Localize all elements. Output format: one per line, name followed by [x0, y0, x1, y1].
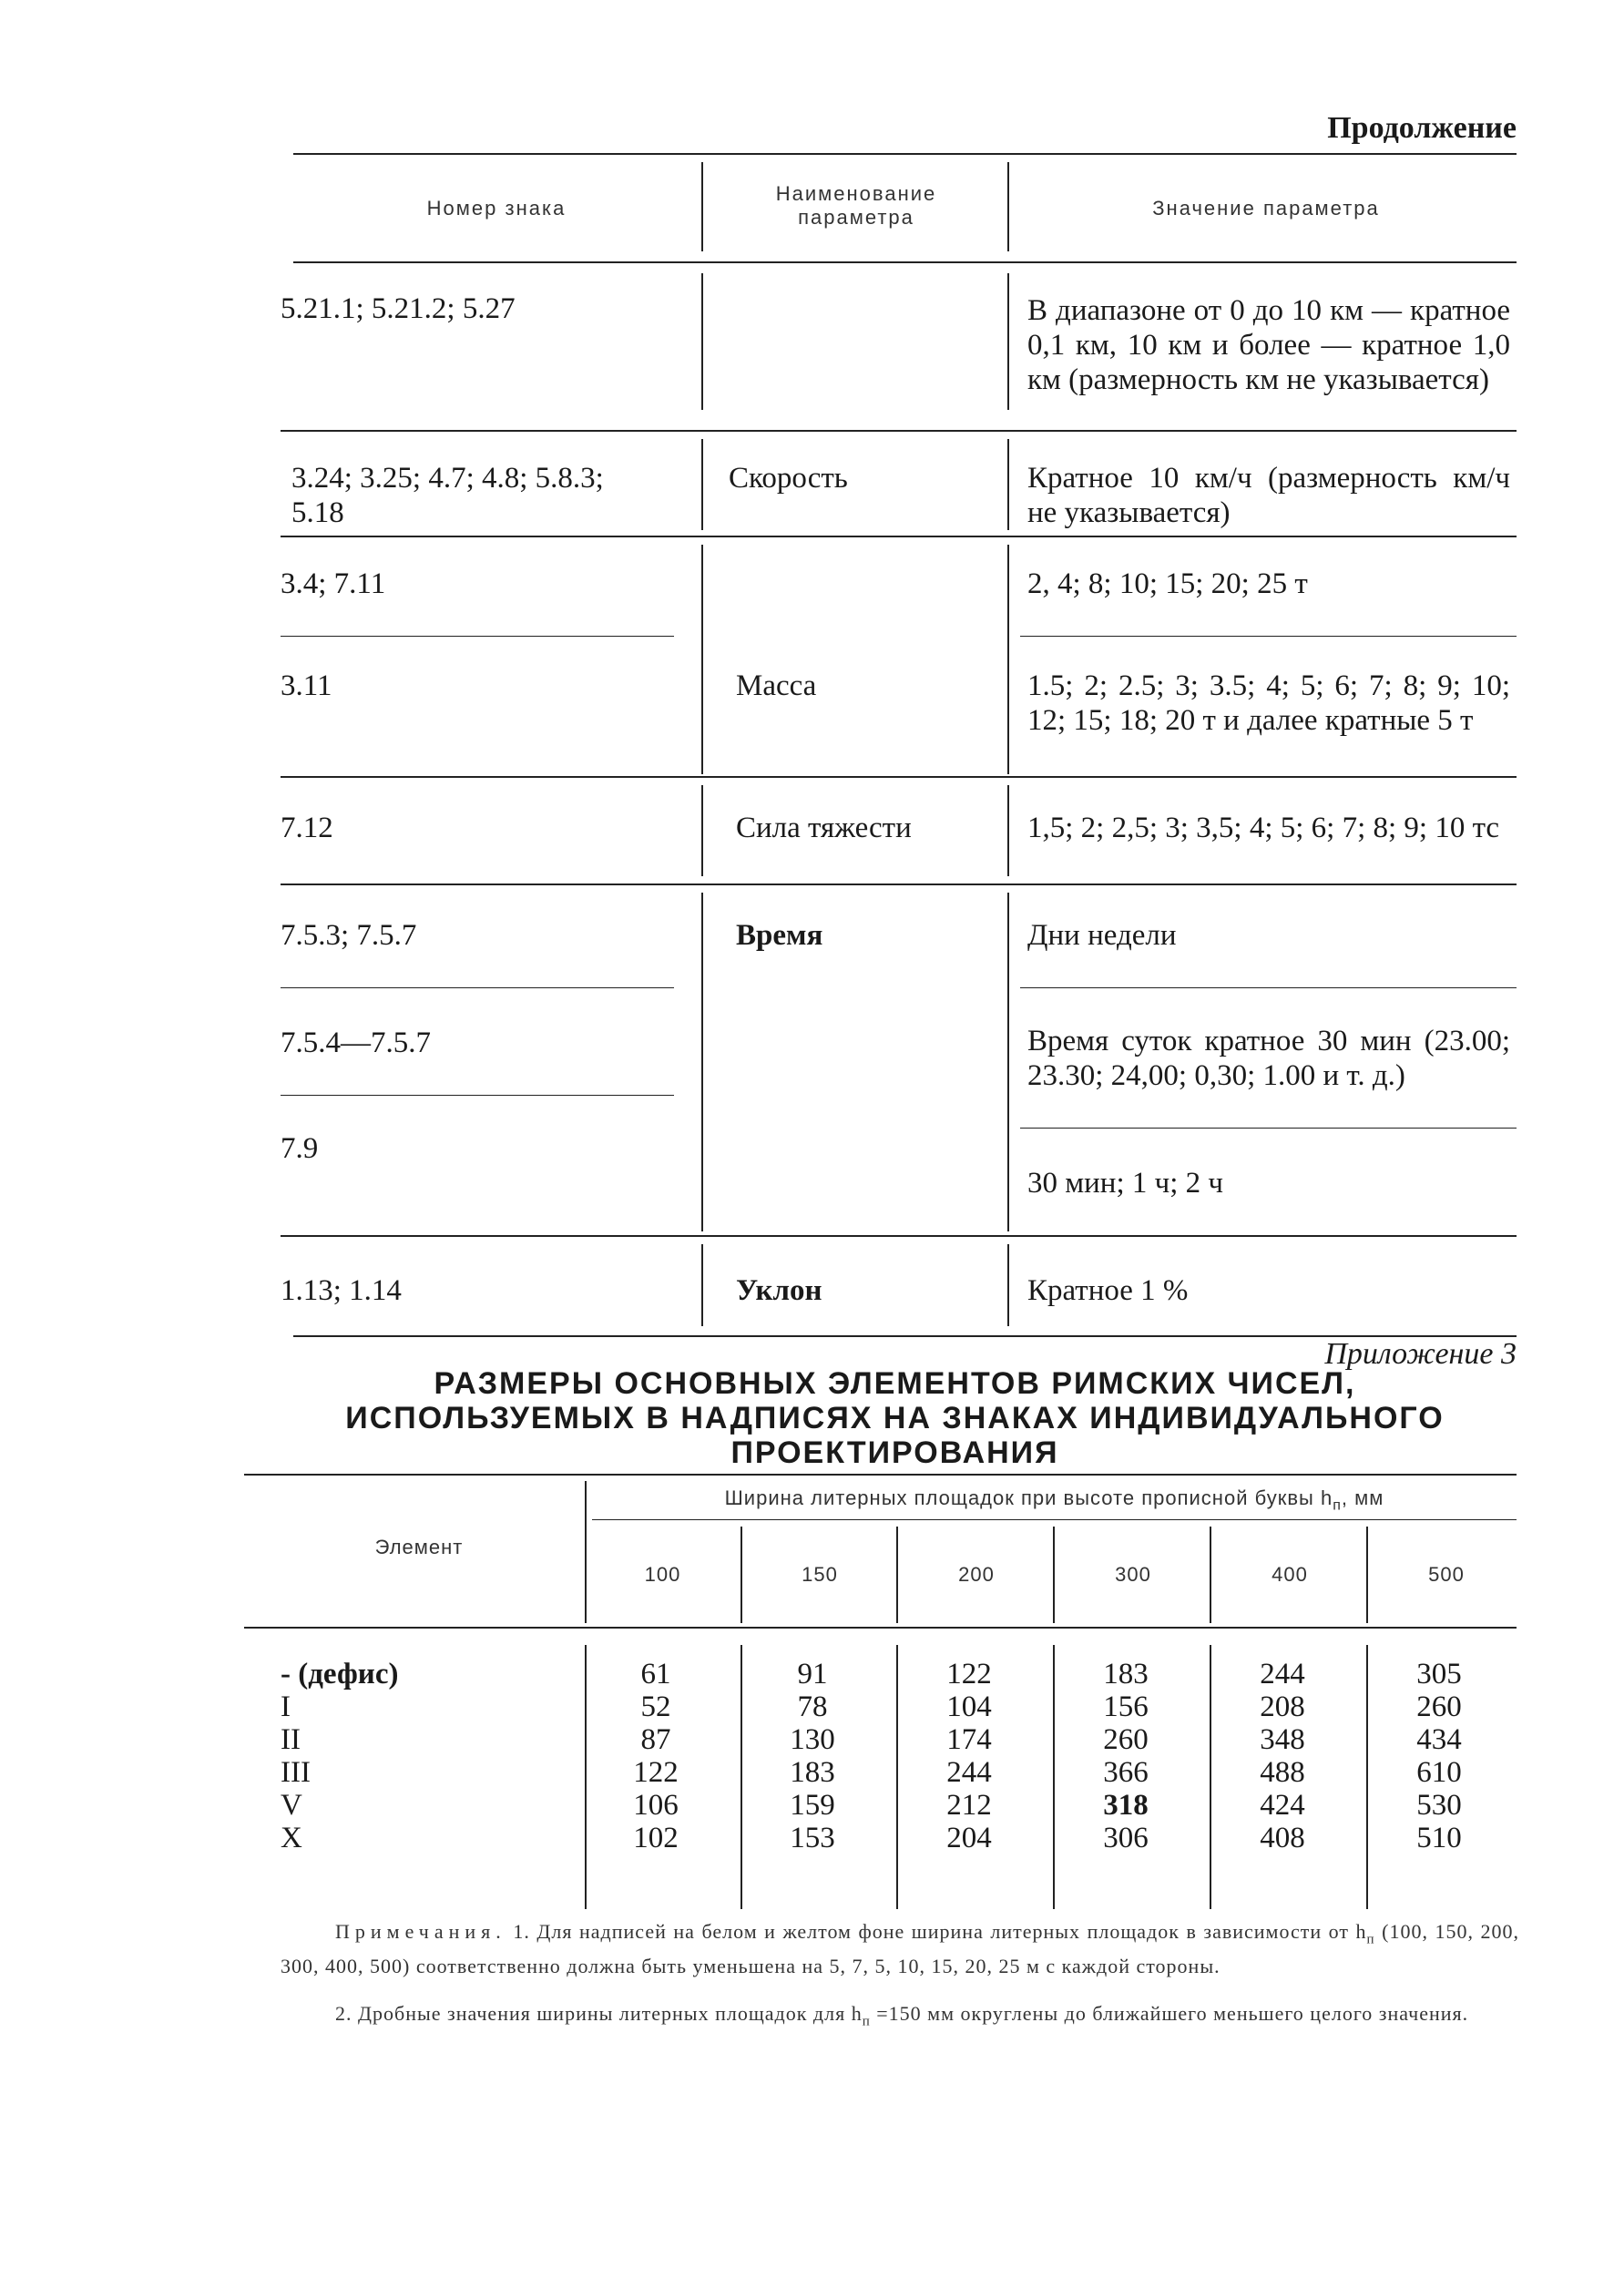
table2-col-divider [1210, 1527, 1211, 1623]
table1-col-divider [701, 545, 703, 774]
value-cell: 434 [1416, 1723, 1462, 1756]
height-header: 400 [1272, 1563, 1308, 1586]
value-cell: 408 [1260, 1822, 1305, 1854]
value-column-300 [1071, 1658, 1180, 1854]
table1-col-divider [1007, 439, 1009, 530]
element-label: X [281, 1822, 302, 1854]
table1-row-rule [281, 776, 1517, 778]
height-header: 100 [644, 1563, 681, 1586]
row-signs: 7.5.4—7.5.7 [281, 1027, 431, 1059]
value-cell: 424 [1260, 1789, 1305, 1822]
table1-col-divider [701, 162, 703, 251]
table2-col-divider [1053, 1527, 1055, 1623]
row-signs: 7.9 [281, 1132, 319, 1165]
header-param-value: Значение параметра [1152, 197, 1380, 220]
value-cell: 208 [1260, 1690, 1305, 1723]
table2-col-divider [1366, 1527, 1368, 1623]
value-cell: 305 [1416, 1658, 1462, 1690]
notes-label: Примечания. [335, 1920, 506, 1943]
value-cell: 204 [946, 1822, 992, 1854]
value-column-200 [914, 1658, 1024, 1854]
table1-col-divider [701, 1244, 703, 1326]
row-value: Время суток кратное 30 мин (23.00; 23.30; 24,00; 0,30; 1.00 и т. д.) [1027, 1025, 1510, 1092]
table1-col-divider [1007, 273, 1009, 410]
value-cell: 174 [946, 1723, 992, 1756]
row-value: Дни недели [1027, 919, 1177, 952]
table1-row-rule [1020, 987, 1517, 988]
table2-col-divider [585, 1645, 587, 1909]
element-label: V [281, 1789, 302, 1822]
table1-col-divider [1007, 162, 1009, 251]
table1-col-divider [1007, 1244, 1009, 1326]
value-cell: 348 [1260, 1723, 1305, 1756]
value-cell: 87 [640, 1723, 671, 1756]
table2-col-divider [741, 1645, 742, 1909]
row-name: Время [736, 919, 823, 952]
span-header-text: Ширина литерных площадок при высоте прописной буквы h [724, 1486, 1333, 1509]
value-cell: 61 [640, 1658, 671, 1690]
table1-row-rule [1020, 636, 1517, 637]
row-name: Масса [736, 669, 817, 702]
row-signs: 3.11 [281, 669, 332, 702]
note-1-text-a: 1. Для надписей на белом и желтом фоне ширина литерных площадок в зависимости от h [513, 1920, 1367, 1943]
row-signs: 7.12 [281, 812, 333, 844]
element-label: III [281, 1756, 311, 1789]
header-sign-number: Номер знака [426, 197, 567, 220]
note-1-text-b: (100, 150, 200, 300, 400, 500) соответственно должна быть уменьшена на 5, 7, 5, 10, 15, 20, 25 м с каждой стороны. [281, 1920, 1520, 1978]
value-cell: 488 [1260, 1756, 1305, 1789]
value-cell: 318 [1103, 1789, 1149, 1822]
value-cell: 530 [1416, 1789, 1462, 1822]
height-header: 500 [1428, 1563, 1465, 1586]
table2-subheader-rule [592, 1519, 1517, 1520]
row-value: 1.5; 2; 2.5; 3; 3.5; 4; 5; 6; 7; 8; 9; 10; 12; 15; 18; 20 т и далее кратные 5 т [1027, 669, 1510, 737]
value-cell: 104 [946, 1690, 992, 1723]
value-cell: 122 [946, 1658, 992, 1690]
value-cell: 78 [797, 1690, 828, 1723]
span-header [592, 1486, 1517, 1514]
table1-row-rule [1020, 1128, 1517, 1129]
row-signs: 3.24; 3.25; 4.7; 4.8; 5.8.3; 5.18 [291, 462, 604, 529]
table1-col-divider [701, 785, 703, 876]
table1-col-divider [701, 439, 703, 530]
note-1-sub: п [1366, 1932, 1375, 1947]
section-title-line: РАЗМЕРЫ ОСНОВНЫХ ЭЛЕМЕНТОВ РИМСКИХ ЧИСЕЛ, [434, 1366, 1356, 1401]
value-cell: 366 [1103, 1756, 1149, 1789]
table1-row-rule [281, 1095, 674, 1096]
value-column-400 [1228, 1658, 1337, 1854]
table1-col-divider [1007, 545, 1009, 774]
section-title-line: ПРОЕКТИРОВАНИЯ [730, 1435, 1059, 1470]
element-label: II [281, 1723, 301, 1756]
value-column-500 [1384, 1658, 1494, 1854]
table1-col-divider [1007, 893, 1009, 1231]
row-signs: 7.5.3; 7.5.7 [281, 919, 417, 952]
row-name: Скорость [729, 462, 848, 495]
element-label: I [281, 1690, 291, 1723]
value-cell: 106 [633, 1789, 679, 1822]
value-column-100 [601, 1658, 710, 1854]
table1-row-rule [281, 987, 674, 988]
span-header-sub: п [1333, 1497, 1342, 1514]
value-cell: 244 [1260, 1658, 1305, 1690]
row-value: 1,5; 2; 2,5; 3; 3,5; 4; 5; 6; 7; 8; 9; 10 тс [1027, 812, 1500, 844]
element-column [281, 1658, 398, 1854]
table1-row-rule [281, 430, 1517, 432]
row-name: Уклон [736, 1274, 822, 1307]
value-cell: 159 [790, 1789, 835, 1822]
row-value: Кратное 1 % [1027, 1274, 1189, 1307]
value-cell: 510 [1416, 1822, 1462, 1854]
value-cell: 610 [1416, 1756, 1462, 1789]
table2-col-divider [1210, 1645, 1211, 1909]
table1-row-rule [281, 536, 1517, 537]
table1-row-rule [281, 884, 1517, 885]
table1-col-divider [1007, 785, 1009, 876]
row-signs: 1.13; 1.14 [281, 1274, 402, 1307]
value-cell: 91 [797, 1658, 828, 1690]
value-cell: 130 [790, 1723, 835, 1756]
table1-row-rule [281, 1235, 1517, 1237]
value-cell: 156 [1103, 1690, 1149, 1723]
note-2-text-a: 2. Дробные значения ширины литерных площадок для h [335, 2002, 863, 2025]
note-2 [281, 2000, 1519, 2035]
value-cell: 260 [1103, 1723, 1149, 1756]
table2-col-divider [741, 1527, 742, 1623]
value-cell: 153 [790, 1822, 835, 1854]
table2-col-divider [1366, 1645, 1368, 1909]
row-signs: 5.21.1; 5.21.2; 5.27 [281, 292, 516, 325]
table2-col-divider [896, 1645, 898, 1909]
value-cell: 244 [946, 1756, 992, 1789]
table2-header-rule [244, 1627, 1517, 1629]
note-1 [281, 1918, 1519, 1980]
element-header: Элемент [374, 1536, 464, 1558]
height-header: 200 [958, 1563, 995, 1586]
table1-row-rule [281, 636, 674, 637]
table1-top-rule [293, 153, 1517, 155]
value-cell: 183 [1103, 1658, 1149, 1690]
table2-top-rule [244, 1474, 1517, 1476]
value-cell: 52 [640, 1690, 671, 1723]
value-cell: 122 [633, 1756, 679, 1789]
continuation-label: Продолжение [1327, 111, 1517, 145]
value-cell: 102 [633, 1822, 679, 1854]
span-header-unit: , мм [1341, 1486, 1384, 1509]
note-2-sub: п [862, 2014, 871, 2029]
row-value: 30 мин; 1 ч; 2 ч [1027, 1167, 1223, 1200]
header-param-name: Наименование параметра [775, 182, 937, 229]
table1-header-rule [293, 261, 1517, 263]
value-cell: 260 [1416, 1690, 1462, 1723]
table2-col-divider [896, 1527, 898, 1623]
row-signs: 3.4; 7.11 [281, 567, 386, 600]
table1-col-divider [701, 273, 703, 410]
height-header: 300 [1115, 1563, 1151, 1586]
value-cell: 183 [790, 1756, 835, 1789]
row-value: В диапазоне от 0 до 10 км — кратное 0,1 км, 10 км и более — кратное 1,0 км (размерность км не указывается) [1027, 294, 1510, 396]
row-value: Кратное 10 км/ч (размерность км/ч не указывается) [1027, 462, 1510, 529]
height-header: 150 [802, 1563, 838, 1586]
table1-col-divider [701, 893, 703, 1231]
appendix-label: Приложение 3 [1324, 1337, 1517, 1371]
row-value: 2, 4; 8; 10; 15; 20; 25 т [1027, 567, 1308, 600]
row-name: Сила тяжести [736, 812, 912, 844]
value-cell: 306 [1103, 1822, 1149, 1854]
table2-element-divider [585, 1481, 587, 1623]
note-2-text-b: =150 мм округлены до ближайшего меньшего целого значения. [876, 2002, 1469, 2025]
section-title-line: ИСПОЛЬЗУЕМЫХ В НАДПИСЯХ НА ЗНАКАХ ИНДИВИДУАЛЬНОГО [345, 1401, 1445, 1435]
value-column-150 [758, 1658, 867, 1854]
element-label: - (дефис) [281, 1658, 399, 1690]
value-cell: 212 [946, 1789, 992, 1822]
table2-col-divider [1053, 1645, 1055, 1909]
